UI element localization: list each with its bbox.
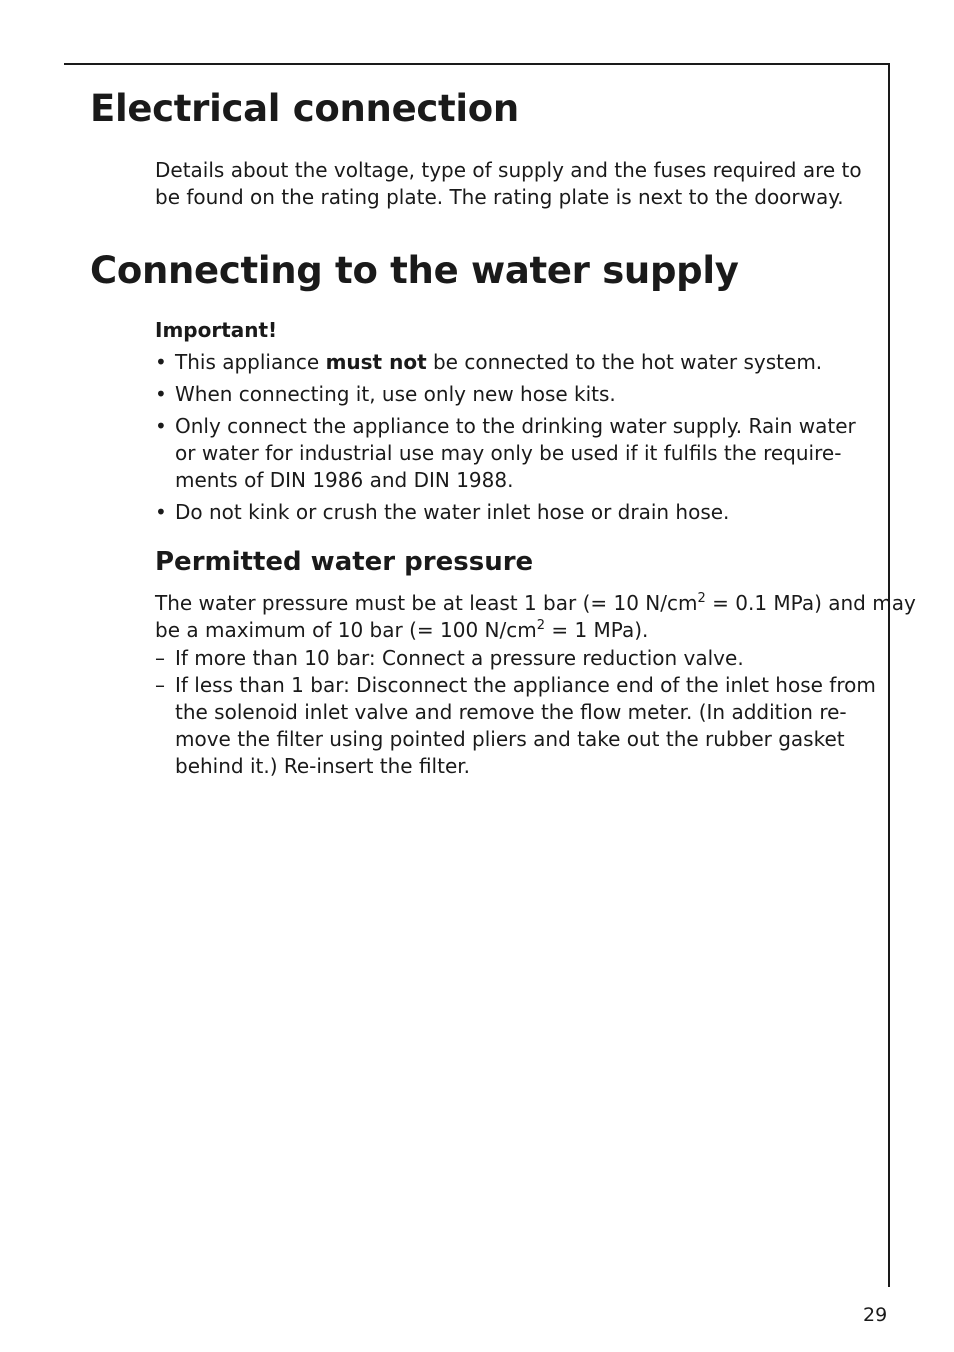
important-bullet-list (155, 349, 875, 531)
dash-item (155, 672, 875, 780)
pressure-text: be a maximum of 10 bar (= 100 N/cm (155, 618, 537, 642)
right-rule (888, 63, 890, 1287)
dash-item (155, 645, 875, 672)
bullet-text: This appliance (175, 350, 326, 374)
pressure-line (155, 617, 875, 644)
electrical-line: Details about the voltage, type of supply and the fuses required are to (155, 158, 862, 182)
pressure-text: The water pressure must be at least 1 bar (= 10 N/cm (155, 591, 698, 615)
bullet-item (155, 381, 875, 408)
superscript: 2 (697, 591, 706, 606)
dash-mark: – (155, 646, 165, 670)
pressure-line (155, 590, 916, 617)
bullet-text: be connected to the hot water system. (426, 350, 823, 374)
heading-permitted-pressure: Permitted water pressure (155, 547, 534, 577)
dash-mark: – (155, 673, 165, 697)
electrical-line: be found on the rating plate. The rating plate is next to the doorway. (155, 185, 844, 209)
superscript: 2 (536, 618, 545, 633)
bullet-emphasis: must not (325, 350, 427, 374)
electrical-paragraph (155, 157, 865, 211)
dash-line: the solenoid inlet valve and remove the flow meter. (In addition re- (175, 700, 847, 724)
pressure-paragraph (155, 590, 916, 644)
bullet-item (155, 349, 875, 376)
dash-line: move the filter using pointed pliers and take out the rubber gasket (175, 727, 845, 751)
bullet-line: Only connect the appliance to the drinking water supply. Rain water (175, 414, 856, 438)
dash-line: If more than 10 bar: Connect a pressure reduction valve. (175, 646, 744, 670)
bullet-mark: • (155, 382, 167, 406)
page-number: 29 (863, 1304, 888, 1326)
bullet-line: or water for industrial use may only be used if it fulfils the require- (175, 441, 842, 465)
heading-electrical-connection: Electrical connection (90, 87, 519, 130)
heading-water-supply: Connecting to the water supply (90, 249, 739, 292)
pressure-text: = 0.1 MPa) and may (705, 591, 916, 615)
dash-line: If less than 1 bar: Disconnect the appliance end of the inlet hose from (175, 673, 876, 697)
bullet-line: Do not kink or crush the water inlet hose or drain hose. (175, 500, 730, 524)
important-label: Important! (155, 318, 278, 342)
bullet-line: ments of DIN 1986 and DIN 1988. (175, 468, 514, 492)
bullet-item (155, 499, 875, 526)
bullet-line: When connecting it, use only new hose kits. (175, 382, 616, 406)
pressure-text: = 1 MPa). (544, 618, 649, 642)
pressure-dash-list (155, 645, 875, 780)
dash-line: behind it.) Re-insert the filter. (175, 754, 470, 778)
top-rule (64, 63, 890, 65)
bullet-mark: • (155, 350, 167, 374)
bullet-mark: • (155, 500, 167, 524)
bullet-mark: • (155, 414, 167, 438)
bullet-line (175, 349, 875, 376)
bullet-item (155, 413, 875, 494)
